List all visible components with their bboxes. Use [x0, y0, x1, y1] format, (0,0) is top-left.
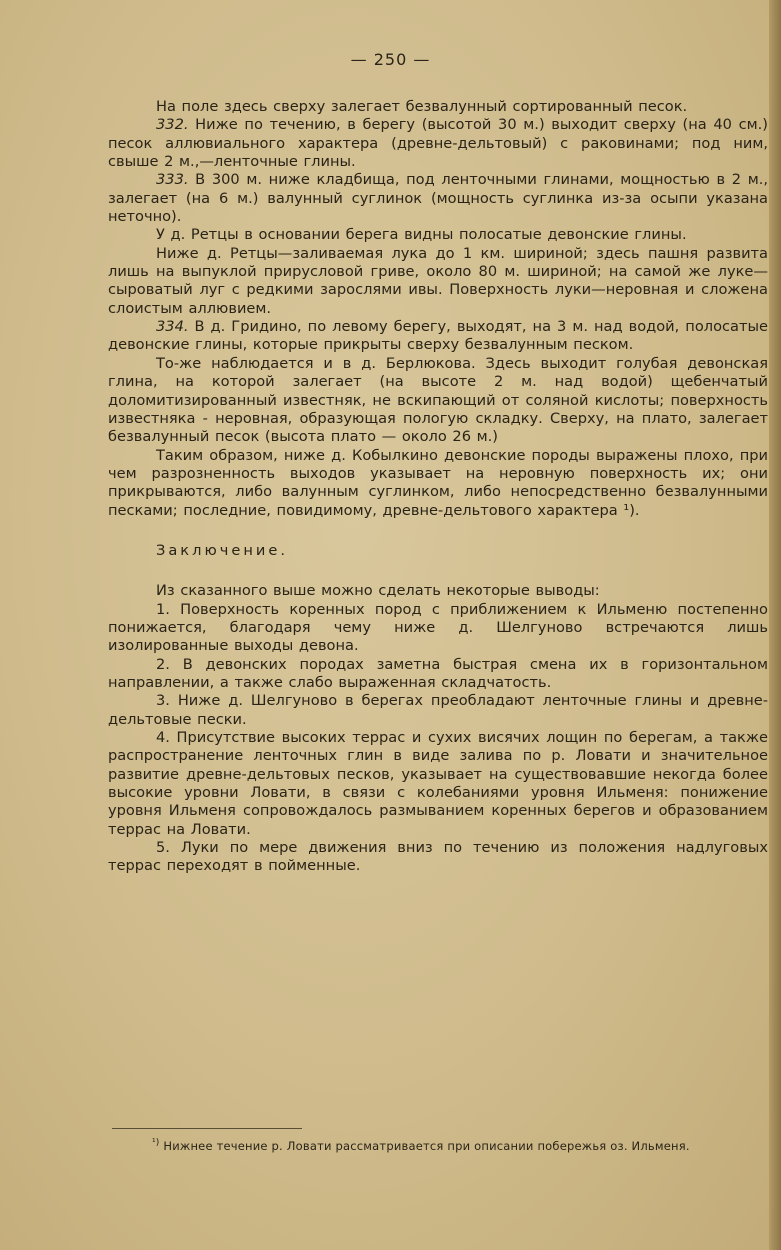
- conclusion-item: 1. Поверхность коренных пород с приближением к Ильменю постепенно понижается, благодаря чему ниже д. Шелгуново встречаются лишь изолированные выходы девона.: [108, 600, 768, 655]
- conclusion-item: 3. Ниже д. Шелгуново в берегах преобладают ленточные глины и древне-дельтовые пески.: [108, 692, 768, 728]
- site-number: 334.: [156, 318, 189, 336]
- section-title: Заключение.: [156, 541, 288, 559]
- site-number: 333.: [156, 171, 189, 189]
- paragraph: То-же наблюдается и в д. Берлюкова. Здесь выходит голубая девонская глина, на которой залегает (на высоте 2 м. над водой) щебенчатый доломитизированный известняк, не вскипающий от соляной кислоты; поверхность известняка - неровная, образующая пологую складку. Сверху, на плато, залегает безвалунный песок (высота плато — около 26 м.): [108, 354, 768, 446]
- paragraph: 333. В 300 м. ниже кладбища, под ленточными глинами, мощностью в 2 м., залегает (на 6 м.) валунный суглинок (мощность суглинка из-за осыпи указана неточно).: [108, 171, 768, 226]
- page-body: [108, 98, 768, 876]
- paragraph: 332. Ниже по течению, в берегу (высотой 30 м.) выходит сверху (на 40 см.) песок аллювиального характера (древне-дельтовый) с раковинами; под ним, свыше 2 м.,—ленточные глины.: [108, 116, 768, 171]
- conclusion-intro: Из сказанного выше можно сделать некоторые выводы:: [156, 582, 600, 600]
- conclusion-item: 2. В девонских породах заметна быстрая смена их в горизонтальном направлении, а также слабо выраженная складчатость.: [108, 655, 768, 691]
- paragraph: Таким образом, ниже д. Кобылкино девонские породы выражены плохо, при чем разрозненность выходов указывает на неровную поверхность их; они прикрываются, либо валунным суглинком, либо непосредственно безвалунными песками; последние, повидимому, древне-дельтового характера ¹).: [108, 446, 768, 519]
- footnote-marker: ¹): [152, 1138, 160, 1148]
- paragraph: На поле здесь сверху залегает безвалунный сортированный песок.: [156, 98, 688, 115]
- site-number: 332.: [156, 116, 189, 134]
- conclusion-item: 4. Присутствие высоких террас и сухих висячих лощин по берегам, а также распространение ленточных глин в виде залива по р. Ловати и значительное развитие древне-дельтовых песков, указывает на существовавшие некогда более высокие уровни Ловати, в связи с колебаниями уровня Ильменя: понижение уровня Ильменя сопровождалось размыванием коренных берегов и образованием террас на Ловати.: [108, 729, 768, 838]
- paragraph: Ниже д. Ретцы—заливаемая лука до 1 км. шириной; здесь пашня развита лишь на выпуклой прирусловой гриве, около 80 м. шириной; на самой же луке—сыроватый луг с редкими зарослями ивы. Поверхность луки—неровная и сложена слоистым аллювием.: [108, 244, 768, 317]
- paragraph: 334. В д. Гридино, по левому берегу, выходят, на 3 м. над водой, полосатые девонские глины, которые прикрыты сверху безвалунным песком.: [108, 318, 768, 354]
- page-number: — 250 —: [350, 50, 431, 69]
- footnote-text: Нижнее течение р. Ловати рассматривается при описании побережья оз. Ильменя.: [159, 1138, 690, 1153]
- footnote: [152, 1138, 772, 1153]
- footnote-divider: [112, 1128, 302, 1129]
- page-edge-shadow: [769, 0, 781, 1250]
- paragraph: У д. Ретцы в основании берега видны полосатые девонские глины.: [156, 226, 687, 244]
- conclusion-item: 5. Луки по мере движения вниз по течению из положения надлуговых террас переходят в пойменные.: [108, 839, 768, 875]
